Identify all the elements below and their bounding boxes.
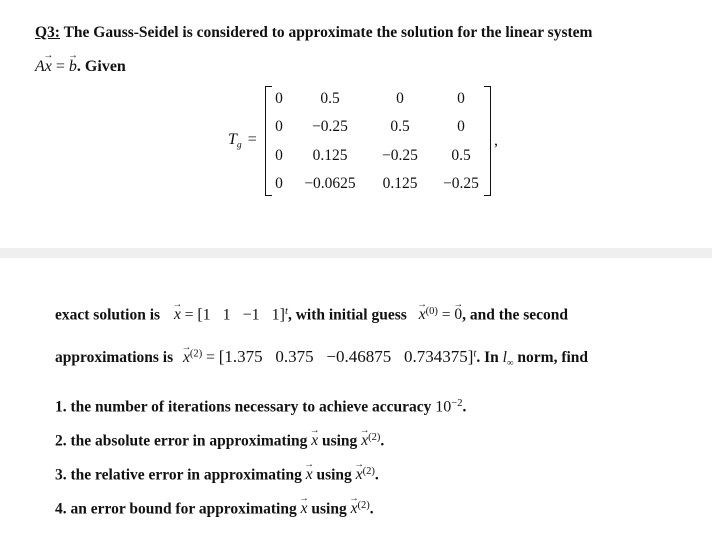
matrix-cell: −0.25 (382, 147, 418, 164)
vector-x: → x (174, 306, 181, 324)
vector-x: → x (311, 432, 318, 450)
item-text: the absolute error in approximating (70, 432, 308, 450)
vector-x: → x (356, 466, 363, 484)
question-label: Q3: (35, 24, 60, 41)
list-item (55, 398, 466, 416)
item-using: using (321, 432, 358, 450)
tg-equals: = (247, 131, 257, 148)
iteration-superscript: (2) (189, 348, 203, 360)
linear-system-line (35, 58, 126, 76)
equals-sign: = (180, 306, 198, 324)
matrix-cell: −0.25 (443, 175, 479, 192)
item-end: . (380, 432, 385, 450)
matrix-cell: 0 (457, 90, 465, 107)
tg-label (228, 131, 257, 150)
item-using: using (316, 466, 352, 484)
iteration-superscript: (2) (362, 466, 375, 477)
given-text: . Given (76, 58, 126, 75)
norm-subscript: ∞ (506, 358, 514, 369)
matrix-cell: 0.125 (382, 175, 418, 192)
matrix-right-bracket (484, 86, 491, 196)
second-text: , and the second (462, 306, 569, 324)
matrix-cell: 0 (396, 90, 404, 107)
matrix-left-bracket (265, 86, 272, 196)
list-item (55, 500, 374, 518)
matrix-cell: 0.5 (451, 147, 471, 164)
matrix-cell: −0.0625 (304, 175, 356, 192)
initial-guess-text: , with initial guess (287, 306, 407, 324)
item-end: . (462, 398, 467, 416)
exact-solution-text: exact solution is (55, 306, 161, 324)
equals-sign: = (202, 349, 219, 366)
item-number: 2. (55, 432, 67, 450)
vector-x: → x (351, 500, 358, 518)
list-item (55, 432, 384, 450)
accuracy-value: 10 (435, 398, 452, 416)
approximation-values: [1.375 0.375 −0.46875 0.734375] (218, 347, 474, 366)
item-end: . (374, 466, 379, 484)
iteration-superscript: (2) (357, 500, 370, 511)
matrix-trailing-comma: , (494, 132, 498, 149)
norm-intro-text: . In (476, 349, 499, 366)
exact-solution-line (55, 306, 568, 324)
approximation-text: approximations is (55, 349, 174, 366)
vector-x: → x (306, 466, 313, 484)
item-number: 1. (55, 398, 67, 416)
zero-vector: → 0 (454, 306, 462, 324)
matrix-cell: 0 (275, 175, 283, 192)
transpose-mark: t (285, 306, 288, 317)
item-text: an error bound for approximating (70, 500, 297, 518)
vector-x: → x (361, 432, 368, 450)
item-text: the relative error in approximating (70, 466, 302, 484)
norm-rest-text: norm, find (513, 349, 589, 366)
matrix-cell: 0 (275, 90, 283, 107)
exact-values: [1 1 −1 1] (197, 306, 286, 324)
panel-divider (0, 248, 712, 258)
matrix-A: A (35, 58, 45, 75)
matrix-cell: 0 (275, 147, 283, 164)
list-item (55, 466, 379, 484)
question-intro-text: The Gauss-Seidel is considered to approximate the solution for the linear system (59, 24, 593, 41)
vector-x: → x (45, 58, 52, 76)
item-number: 4. (55, 500, 67, 518)
question-line-1 (35, 24, 592, 42)
approximation-line (55, 347, 588, 368)
iteration-matrix (265, 86, 491, 198)
iteration-superscript: (2) (368, 432, 381, 443)
matrix-cell: −0.25 (312, 118, 348, 135)
matrix-cell: 0 (457, 118, 465, 135)
matrix-cell: 0 (275, 118, 283, 135)
equals-sign: = (437, 306, 455, 324)
vector-x: → x (183, 349, 190, 367)
tg-subscript: g (236, 139, 242, 151)
item-number: 3. (55, 466, 67, 484)
matrix-cell: 0.5 (390, 118, 410, 135)
tg-letter: T (228, 131, 237, 148)
equals-sign: = (51, 58, 69, 75)
matrix-cell: 0.125 (312, 147, 348, 164)
transpose-mark: t (473, 348, 477, 360)
accuracy-exponent: −2 (451, 398, 463, 409)
norm-symbol: l (502, 349, 507, 366)
item-end: . (369, 500, 374, 518)
vector-b: → b (69, 58, 77, 76)
item-text: the number of iterations necessary to achieve accuracy (70, 398, 432, 416)
item-using: using (311, 500, 347, 518)
vector-x: → x (419, 306, 426, 324)
iteration-superscript: (0) (425, 306, 438, 317)
vector-x: → x (301, 500, 308, 518)
matrix-cell: 0.5 (320, 90, 340, 107)
